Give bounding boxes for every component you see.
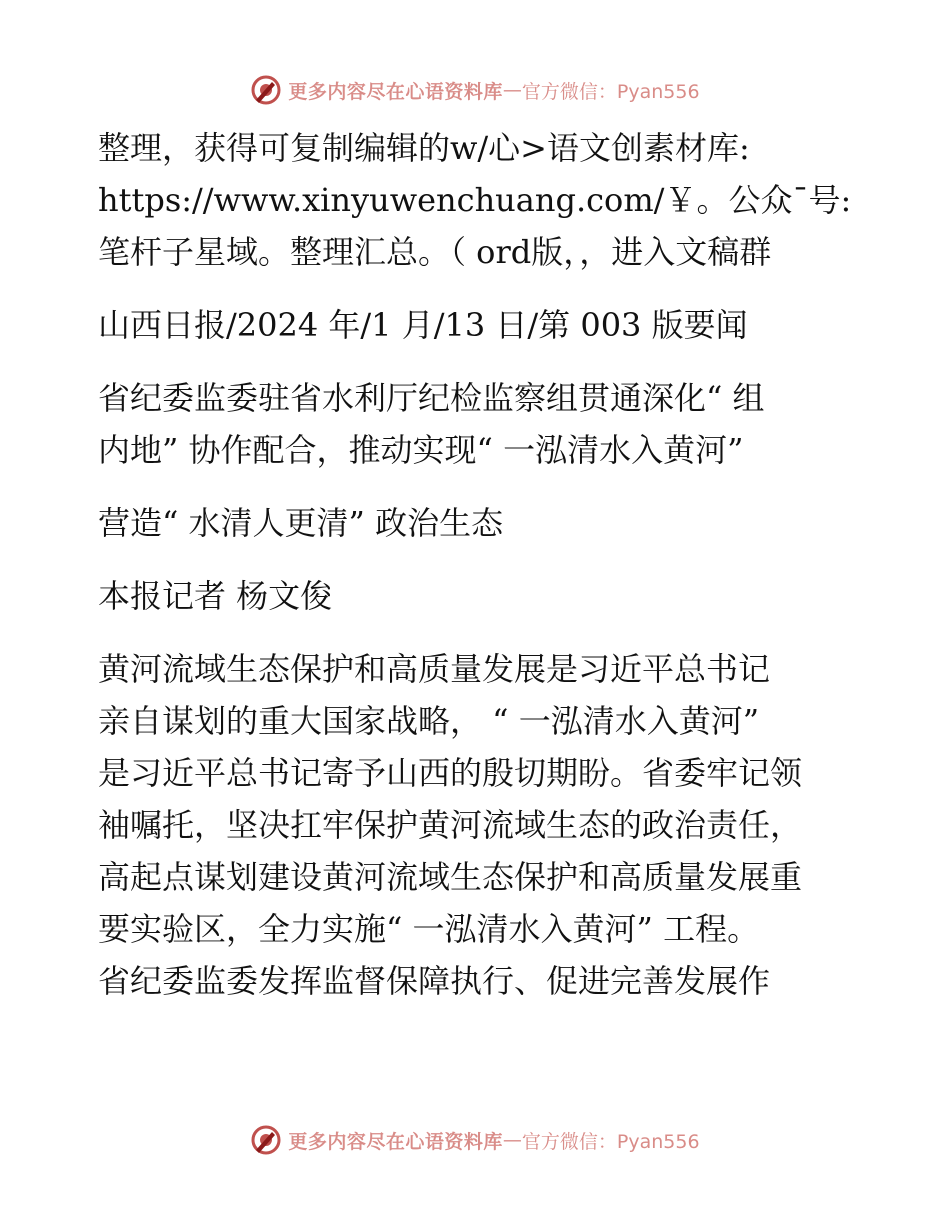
text-line: 亲自谋划的重大国家战略， “ 一泓清水入黄河” (98, 702, 760, 740)
text-line: 要实验区，全力实施“ 一泓清水入黄河” 工程。 (98, 910, 760, 948)
text-line: 笔杆子星域。整理汇总。（ ord版，，进入文稿群 (98, 233, 772, 271)
header-banner (0, 70, 950, 110)
text-line: 山西日报/2024 年/1 月/13 日/第 003 版要闻 (98, 306, 748, 344)
text-line: 黄河流域生态保护和高质量发展是习近平总书记 (98, 650, 771, 688)
paragraph-subheadline (98, 497, 868, 549)
paragraph-byline (98, 570, 868, 622)
sun-pen-logo-icon (250, 74, 282, 106)
paragraph-publication (98, 299, 868, 351)
text-line: 省纪委监委发挥监督保障执行、促进完善发展作 (98, 962, 771, 1000)
text-line: 袖嘱托，坚决扛牢保护黄河流域生态的政治责任， (98, 806, 803, 844)
paragraph-body (98, 643, 868, 1007)
text-line: 省纪委监委驻省水利厅纪检监察组贯通深化“ 组 (98, 379, 765, 417)
footer-separator: — (502, 1129, 522, 1151)
header-text: 更多内容尽在心语资料库 (288, 80, 503, 103)
text-line: 是习近平总书记寄予山西的殷切期盼。省委牢记领 (98, 754, 803, 792)
paragraph-source-note (98, 122, 868, 278)
text-line: 高起点谋划建设黄河流域生态保护和高质量发展重 (98, 858, 803, 896)
text-line: 本报记者 杨文俊 (98, 577, 333, 615)
text-line: https://www.xinyuwenchuang.com/￥。公众¯号: (98, 181, 852, 219)
text-line: 内地” 协作配合，推动实现“ 一泓清水入黄河” (98, 431, 744, 469)
text-line: 整理，获得可复制编辑的w/心>语文创素材库: (98, 129, 750, 167)
header-separator: — (502, 79, 522, 101)
footer-banner (0, 1120, 950, 1160)
text-line: 营造“ 水清人更清” 政治生态 (98, 504, 504, 542)
sun-pen-logo-icon (250, 1124, 282, 1156)
paragraph-headline (98, 372, 868, 476)
footer-contact: 官方微信：Pyan556 (521, 1130, 700, 1153)
footer-text: 更多内容尽在心语资料库 (288, 1130, 503, 1153)
document-body (98, 122, 868, 1028)
header-contact: 官方微信：Pyan556 (521, 80, 700, 103)
